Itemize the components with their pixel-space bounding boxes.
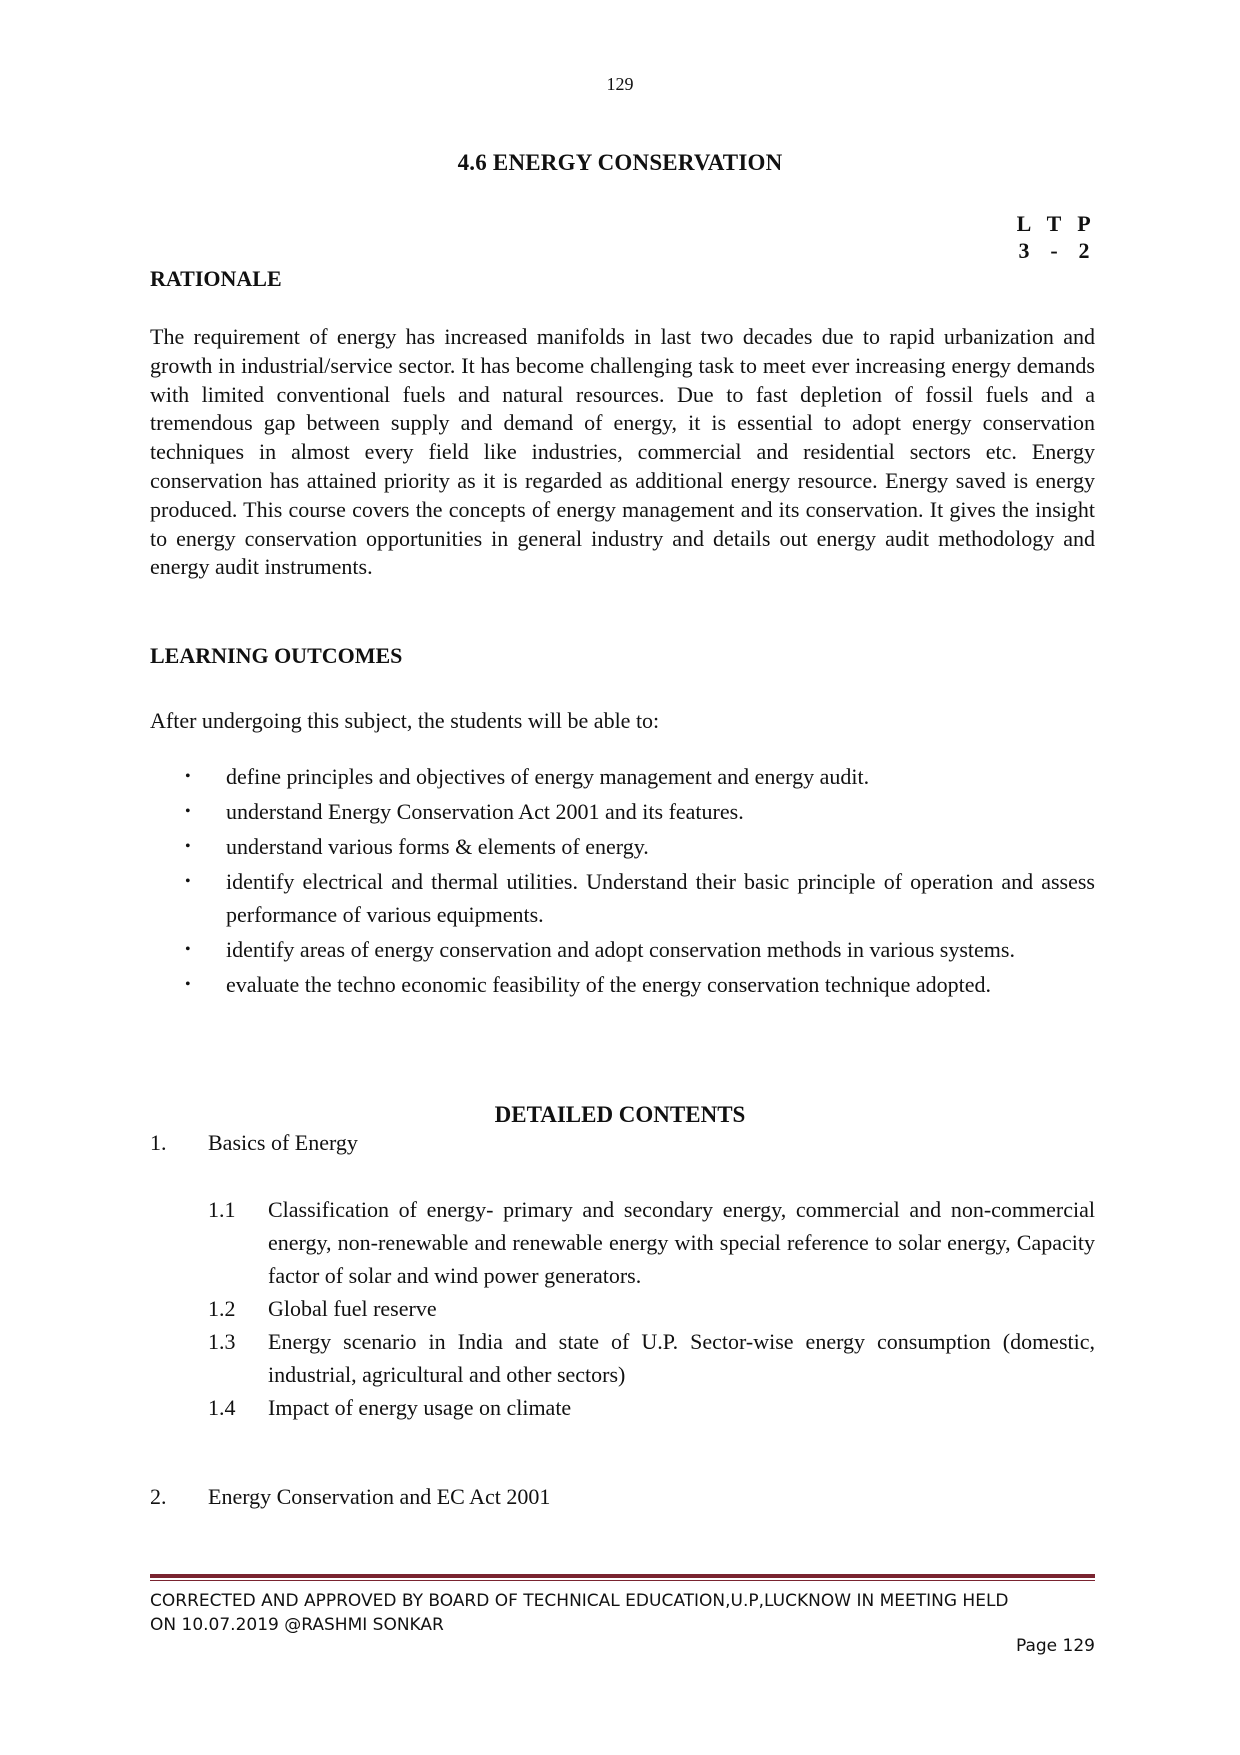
outcome-text: identify electrical and thermal utilities. Understand their basic principle of operation and assess performance of various equipments. bbox=[226, 869, 1095, 927]
learning-outcomes-list bbox=[150, 760, 1095, 1003]
unit-number: 2. bbox=[150, 1484, 167, 1509]
ltp-label-t: T bbox=[1046, 211, 1062, 236]
detailed-contents-heading: DETAILED CONTENTS bbox=[494, 1102, 746, 1127]
subtopic-text: Impact of energy usage on climate bbox=[268, 1395, 572, 1420]
outcome-text: define principles and objectives of energy management and energy audit. bbox=[226, 764, 870, 789]
subtopic-text: Global fuel reserve bbox=[268, 1296, 437, 1321]
bullet-icon: • bbox=[185, 803, 191, 820]
unit-title: Energy Conservation and EC Act 2001 bbox=[208, 1484, 551, 1509]
footer-line-2: ON 10.07.2019 @RASHMI SONKAR bbox=[150, 1615, 444, 1635]
footer-page-number: Page 129 bbox=[1015, 1636, 1095, 1656]
ltp-values bbox=[1009, 237, 1099, 264]
ltp-labels bbox=[1009, 210, 1099, 237]
learning-outcomes-heading: LEARNING OUTCOMES bbox=[150, 643, 403, 668]
list-item bbox=[150, 760, 1095, 793]
subtopic-text: Energy scenario in India and state of U.P. Sector-wise energy consumption (domestic, industrial, agricultural and other sectors) bbox=[268, 1329, 1095, 1387]
bullet-icon: • bbox=[185, 768, 191, 785]
unit-2 bbox=[150, 1484, 550, 1510]
unit-number: 1. bbox=[150, 1130, 167, 1155]
page-number: 129 bbox=[606, 74, 634, 94]
subtopic-1-3 bbox=[208, 1325, 1095, 1391]
bullet-icon: • bbox=[185, 976, 191, 993]
ltp-label-l: L bbox=[1016, 211, 1032, 236]
learning-outcomes-intro: After undergoing this subject, the students will be able to: bbox=[150, 708, 660, 733]
list-item bbox=[150, 865, 1095, 931]
subtopic-1-4 bbox=[208, 1391, 1095, 1424]
bullet-icon: • bbox=[185, 941, 191, 958]
ltp-value-t: - bbox=[1050, 238, 1058, 263]
list-item bbox=[150, 830, 1095, 863]
unit-1-subtopics bbox=[208, 1193, 1095, 1424]
subtopic-1-1 bbox=[208, 1193, 1095, 1292]
footer-approval-note bbox=[150, 1589, 1095, 1637]
rationale-heading: RATIONALE bbox=[150, 266, 282, 291]
subtopic-number: 1.1 bbox=[208, 1197, 236, 1222]
bullet-icon: • bbox=[185, 873, 191, 890]
outcome-text: identify areas of energy conservation and adopt conservation methods in various systems. bbox=[226, 937, 1015, 962]
page-title: 4.6 ENERGY CONSERVATION bbox=[457, 150, 783, 175]
unit-1 bbox=[150, 1130, 358, 1156]
ltp-value-p: 2 bbox=[1078, 238, 1090, 263]
list-item bbox=[150, 933, 1095, 966]
outcome-text: understand various forms & elements of energy. bbox=[226, 834, 649, 859]
bullet-icon: • bbox=[185, 838, 191, 855]
subtopic-text: Classification of energy- primary and secondary energy, commercial and non-commercial energy, non-renewable and renewable energy with special reference to solar energy, Capacity factor of solar and wind power generators. bbox=[268, 1197, 1095, 1288]
subtopic-number: 1.2 bbox=[208, 1296, 236, 1321]
list-item bbox=[150, 795, 1095, 828]
ltp-value-l: 3 bbox=[1018, 238, 1030, 263]
footer-line-1: CORRECTED AND APPROVED BY BOARD OF TECHNICAL EDUCATION,U.P,LUCKNOW IN MEETING HELD bbox=[150, 1591, 1009, 1611]
outcome-text: evaluate the techno economic feasibility of the energy conservation technique adopted. bbox=[226, 972, 992, 997]
rationale-paragraph: The requirement of energy has increased manifolds in last two decades due to rapid urbanization and growth in industrial/service sector. It has become challenging task to meet ever increasing energy demands with limited conventional fuels and natural resources. Due to fast depletion of fossil fuels and a tremendous gap between supply and demand of energy, it is essential to adopt energy conservation techniques in almost every field like industries, commercial and residential sectors etc. Energy conservation has attained priority as it is regarded as additional energy resource. Energy saved is energy produced. This course covers the concepts of energy management and its conservation. It gives the insight to energy conservation opportunities in general industry and details out energy audit methodology and energy audit instruments. bbox=[150, 324, 1095, 580]
outcome-text: understand Energy Conservation Act 2001 and its features. bbox=[226, 799, 744, 824]
ltp-table bbox=[1009, 210, 1099, 264]
subtopic-number: 1.4 bbox=[208, 1395, 236, 1420]
unit-title: Basics of Energy bbox=[208, 1130, 358, 1155]
subtopic-number: 1.3 bbox=[208, 1329, 236, 1354]
footer-rule-thick bbox=[150, 1574, 1095, 1578]
ltp-label-p: P bbox=[1077, 211, 1091, 236]
subtopic-1-2 bbox=[208, 1292, 1095, 1325]
list-item bbox=[150, 968, 1095, 1001]
footer-rule-thin bbox=[150, 1580, 1095, 1581]
